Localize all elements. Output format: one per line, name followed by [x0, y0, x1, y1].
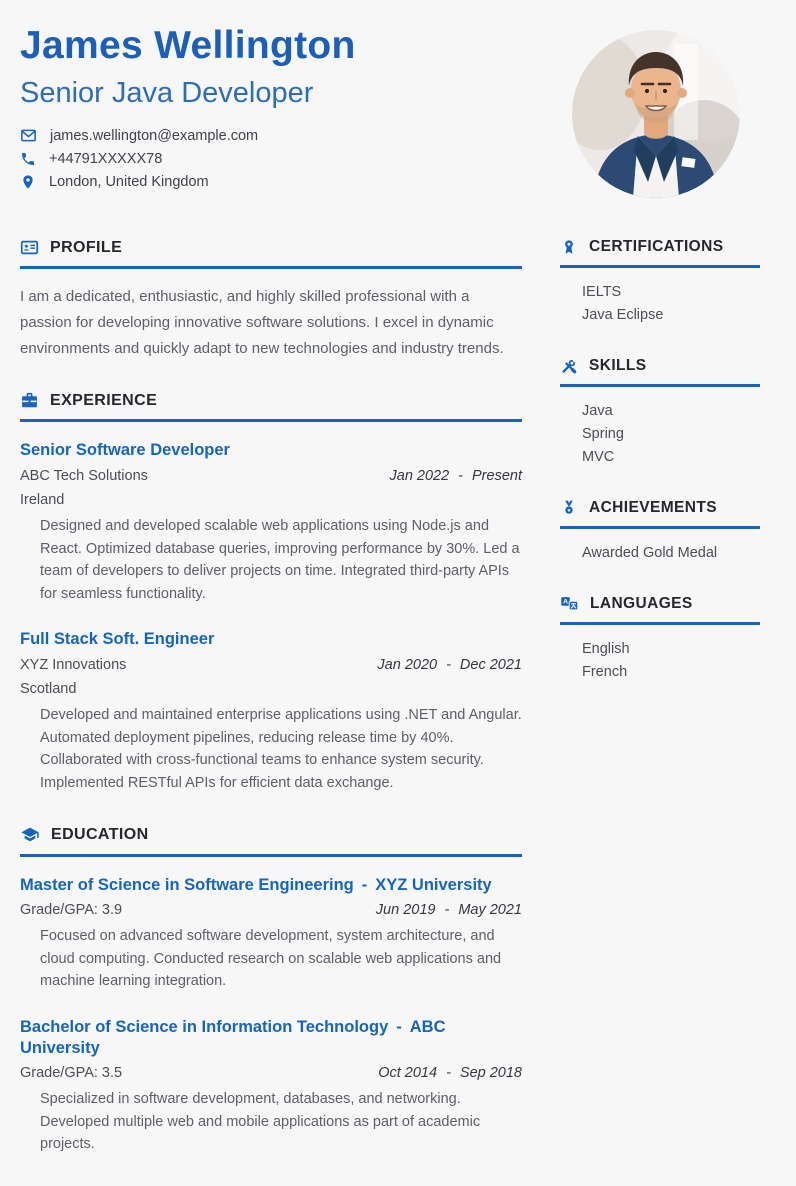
achievements-section: [560, 499, 760, 565]
achievement-item: Awarded Gold Medal: [582, 544, 718, 561]
location-pin-icon: [20, 174, 36, 190]
date-dash: -: [446, 1065, 451, 1082]
degree-dash: -: [396, 1017, 402, 1036]
skills-section: [560, 357, 760, 469]
experience-section-title: EXPERIENCE: [50, 391, 158, 409]
degree-name: Bachelor of Science in Information Technology: [20, 1017, 389, 1036]
left-column: [20, 238, 522, 1186]
skills-section-title: SKILLS: [589, 356, 647, 374]
education-section-title: EDUCATION: [51, 825, 149, 843]
graduation-cap-icon: [20, 825, 40, 845]
degree-description: Focused on advanced software development, system architecture, and cloud computing. Conducted research on scalable web applications and machine learning integration.: [40, 928, 502, 990]
job-company: ABC Tech Solutions: [20, 468, 148, 485]
languages-section-header: [560, 594, 760, 625]
degree-title: [20, 875, 522, 896]
profile-section: [20, 238, 522, 361]
job-dates: [390, 468, 523, 484]
location-text: London, United Kingdom: [49, 174, 209, 190]
tools-icon: [560, 357, 578, 375]
contact-phone: [20, 151, 572, 167]
job-location: Ireland: [20, 492, 65, 509]
date-dash: -: [446, 657, 451, 674]
skills-section-header: [560, 357, 760, 387]
job-date-start: Jan 2020: [377, 657, 438, 674]
degree-dates: [376, 902, 522, 918]
certifications-section: [560, 238, 760, 327]
degree-date-start: Jun 2019: [375, 902, 436, 919]
profile-photo: [572, 30, 740, 198]
degree-university: XYZ University: [375, 875, 492, 894]
svg-text:A: A: [563, 599, 569, 607]
skills-list: [560, 400, 760, 469]
degree-grade: Grade/GPA: 3.5: [20, 1065, 123, 1082]
person-name: James Wellington: [20, 24, 356, 67]
language-icon: [560, 594, 579, 613]
languages-list: [560, 638, 760, 684]
education-section-header: [20, 825, 522, 857]
experience-entry: [20, 629, 522, 794]
profile-section-header: [20, 238, 522, 269]
contact-email: [20, 127, 572, 144]
experience-section-header: [20, 391, 522, 422]
contact-list: [20, 127, 572, 190]
medal-icon: [560, 499, 578, 517]
degree-dates: [378, 1065, 522, 1081]
skill-item: MVC: [582, 448, 615, 465]
header-identity: [20, 20, 572, 198]
profile-section-title: PROFILE: [50, 238, 123, 256]
profile-photo-image: [572, 30, 740, 198]
email-icon: [20, 127, 37, 144]
degree-dash: -: [361, 875, 368, 894]
job-meta-row: [20, 657, 522, 673]
degree-description: Specialized in software development, databases, and networking. Developed multiple web and mobile applications as part of academic projects.: [40, 1091, 481, 1153]
award-ribbon-icon: [560, 238, 578, 256]
certification-item: IELTS: [582, 284, 622, 300]
degree-university: ABC University: [20, 1017, 446, 1057]
profile-summary: I am a dedicated, enthusiastic, and highly skilled professional with a passion for developing innovative software solutions. I excel in dynamic environments and quickly adapt to new technologies and industry trends.: [20, 288, 504, 357]
achievements-list: [560, 542, 760, 565]
certifications-section-title: CERTIFICATIONS: [589, 238, 724, 255]
certifications-list: [560, 281, 760, 327]
degree-date-start: Oct 2014: [378, 1065, 438, 1082]
job-meta-row: [20, 468, 522, 484]
education-section: [20, 825, 522, 1157]
experience-section: [20, 391, 522, 794]
date-dash: -: [458, 468, 464, 485]
job-company: XYZ Innovations: [20, 657, 127, 674]
certifications-section-header: [560, 238, 760, 268]
main-content: [0, 238, 796, 1186]
phone-text: +44791XXXXX78: [49, 151, 163, 167]
degree-date-end: Sep 2018: [459, 1065, 522, 1082]
job-date-end: Dec 2021: [459, 657, 522, 674]
job-dates: [377, 657, 522, 673]
degree-date-end: May 2021: [458, 902, 522, 919]
degree-title: [20, 1017, 522, 1058]
right-column: [560, 238, 760, 1186]
job-description: Designed and developed scalable web applications using Node.js and React. Optimized database queries, improving performance by 30%. Led a team of developers to deliver projects on time. Integrated third-party APIs for seamless functionality.: [40, 518, 520, 602]
languages-section-title: LANGUAGES: [590, 594, 693, 612]
degree-name: Master of Science in Software Engineering: [20, 875, 354, 894]
achievements-section-title: ACHIEVEMENTS: [589, 498, 717, 516]
language-item: English: [582, 641, 630, 658]
job-role: Full Stack Soft. Engineer: [20, 630, 215, 649]
date-dash: -: [444, 902, 450, 919]
degree-meta-row: [20, 1065, 522, 1081]
education-entry: [20, 875, 522, 993]
header: [0, 0, 796, 198]
education-entry: [20, 1017, 522, 1156]
languages-section: [560, 594, 760, 684]
contact-location: [20, 174, 572, 190]
experience-entry: [20, 440, 522, 605]
briefcase-icon: [20, 391, 39, 410]
certification-item: Java Eclipse: [582, 306, 664, 323]
job-role: Senior Software Developer: [20, 441, 230, 460]
job-description: Developed and maintained enterprise applications using .NET and Angular. Automated deployment pipelines, reducing release time by 40%. Collaborated with cross-functional teams to enhance system security. Implemented RESTful APIs for efficient data exchange.: [40, 707, 522, 791]
job-date-end: Present: [472, 468, 522, 485]
job-location: Scotland: [20, 681, 77, 698]
achievements-section-header: [560, 499, 760, 529]
degree-meta-row: [20, 902, 522, 918]
job-date-start: Jan 2022: [389, 468, 450, 485]
skill-item: Java: [582, 402, 613, 419]
email-text: james.wellington@example.com: [50, 127, 259, 144]
phone-icon: [20, 151, 36, 167]
degree-grade: Grade/GPA: 3.9: [20, 902, 123, 919]
language-item: French: [582, 664, 628, 681]
person-job-title: Senior Java Developer: [20, 77, 314, 109]
id-card-icon: [20, 238, 39, 257]
skill-item: Spring: [582, 425, 624, 442]
